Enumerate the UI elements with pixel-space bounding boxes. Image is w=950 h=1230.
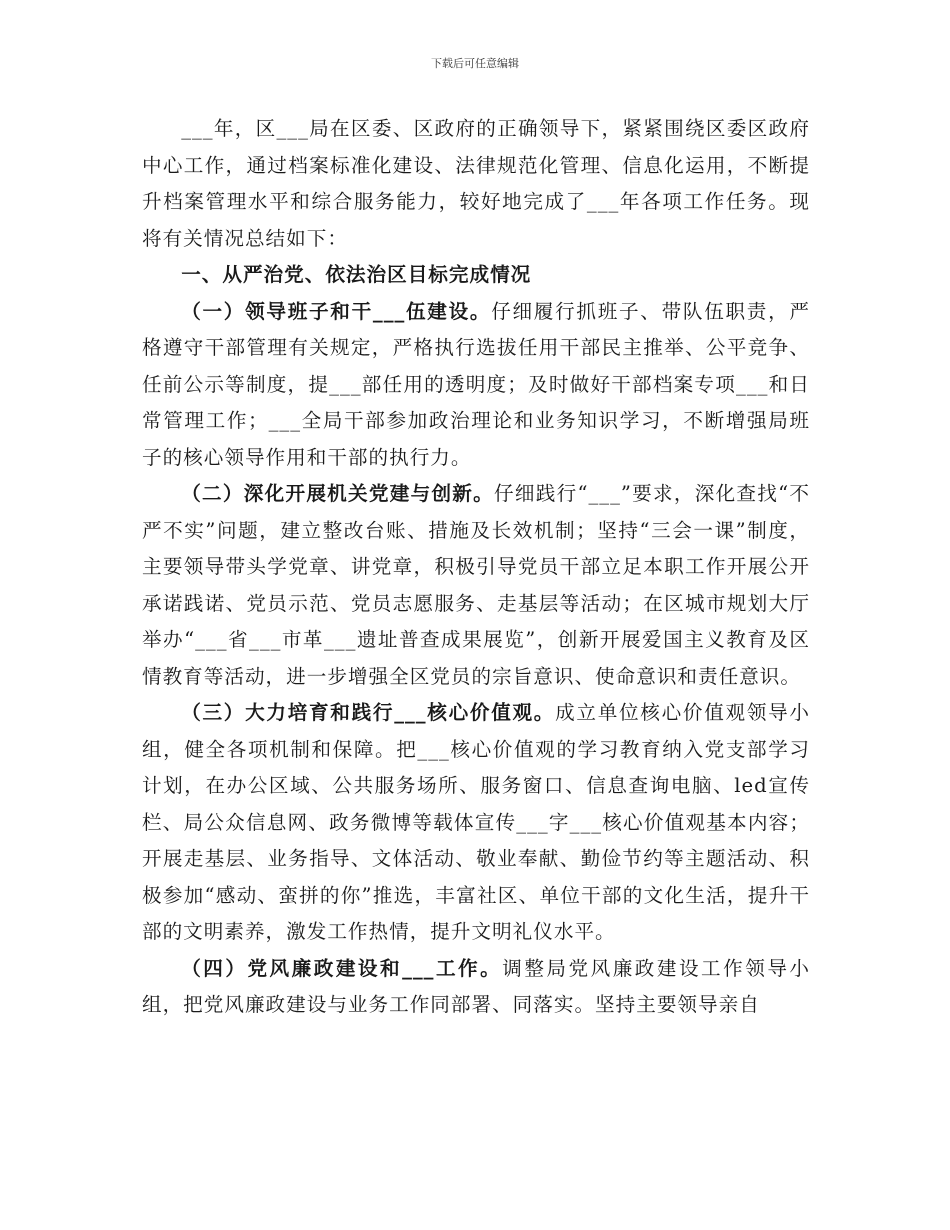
intro-paragraph: ___年，区___局在区委、区政府的正确领导下，紧紧围绕区委区政府中心工作，通过档案标准化建设、法律规范化管理、信息化运用，不断提升档案管理水平和综合服务能力，较好地完成了___年各项工作任务。现将有关情况总结如下： [142, 117, 810, 250]
page-header: 下载后可任意编辑 [431, 57, 519, 70]
item-body: 仔细履行抓班子、带队伍职责，严格遵守干部管理有关规定，严格执行选拔任用干部民主推举、公平竞争、任前公示等制度，提___部任用的透明度；及时做好干部档案专项___和日常管理工作；___全局干部参加政治理论和业务知识学习，不断增强局班子的核心领导作用和干部的执行力。 [142, 299, 811, 469]
paragraph-item-2 [142, 476, 810, 695]
item-title: （一）领导班子和干___伍建设。 [181, 299, 492, 323]
item-body: 仔细践行“___”要求，深化查找“不严不实”问题，建立整改台账、措施及长效机制；坚持“三会一课”制度，主要领导带头学党章、讲党章，积极引导党员干部立足本职工作开展公开承诺践诺、党员示范、党员志愿服务、走基层等活动；在区城市规划大厅举办“___省___市革___遗址普查成果展览”，创新开展爱国主义教育及区情教育等活动，进一步增强全区党员的宗旨意识、使命意识和责任意识。 [142, 482, 810, 688]
paragraph-item-1 [142, 294, 810, 477]
item-body: 成立单位核心价值观领导小组，健全各项机制和保障。把___核心价值观的学习教育纳入党支部学习计划，在办公区域、公共服务场所、服务窗口、信息查询电脑、led宣传栏、局公众信息网、政务微博等载体宣传___字___核心价值观基本内容；开展走基层、业务指导、文体活动、敬业奉献、勤俭节约等主题活动、积极参加“感动、蛮拼的你”推选，丰富社区、单位干部的文化生活，提升干部的文明素养，激发工作热情，提升文明礼仪水平。 [142, 701, 811, 943]
item-body: 调整局党风廉政建设工作领导小组，把党风廉政建设与业务工作同部署、同落实。坚持主要领导亲自 [142, 956, 811, 1016]
paragraph-item-4 [142, 951, 810, 1024]
document-body [142, 111, 810, 1024]
item-title: （三）大力培育和践行___核心价值观。 [181, 701, 556, 724]
section-heading: 一、从严治党、依法治区目标完成情况 [181, 263, 532, 286]
item-title: （二）深化开展机关党建与创新。 [181, 482, 495, 505]
item-title: （四）党风廉政建设和___工作。 [181, 956, 503, 980]
paragraph-item-3 [142, 695, 810, 951]
